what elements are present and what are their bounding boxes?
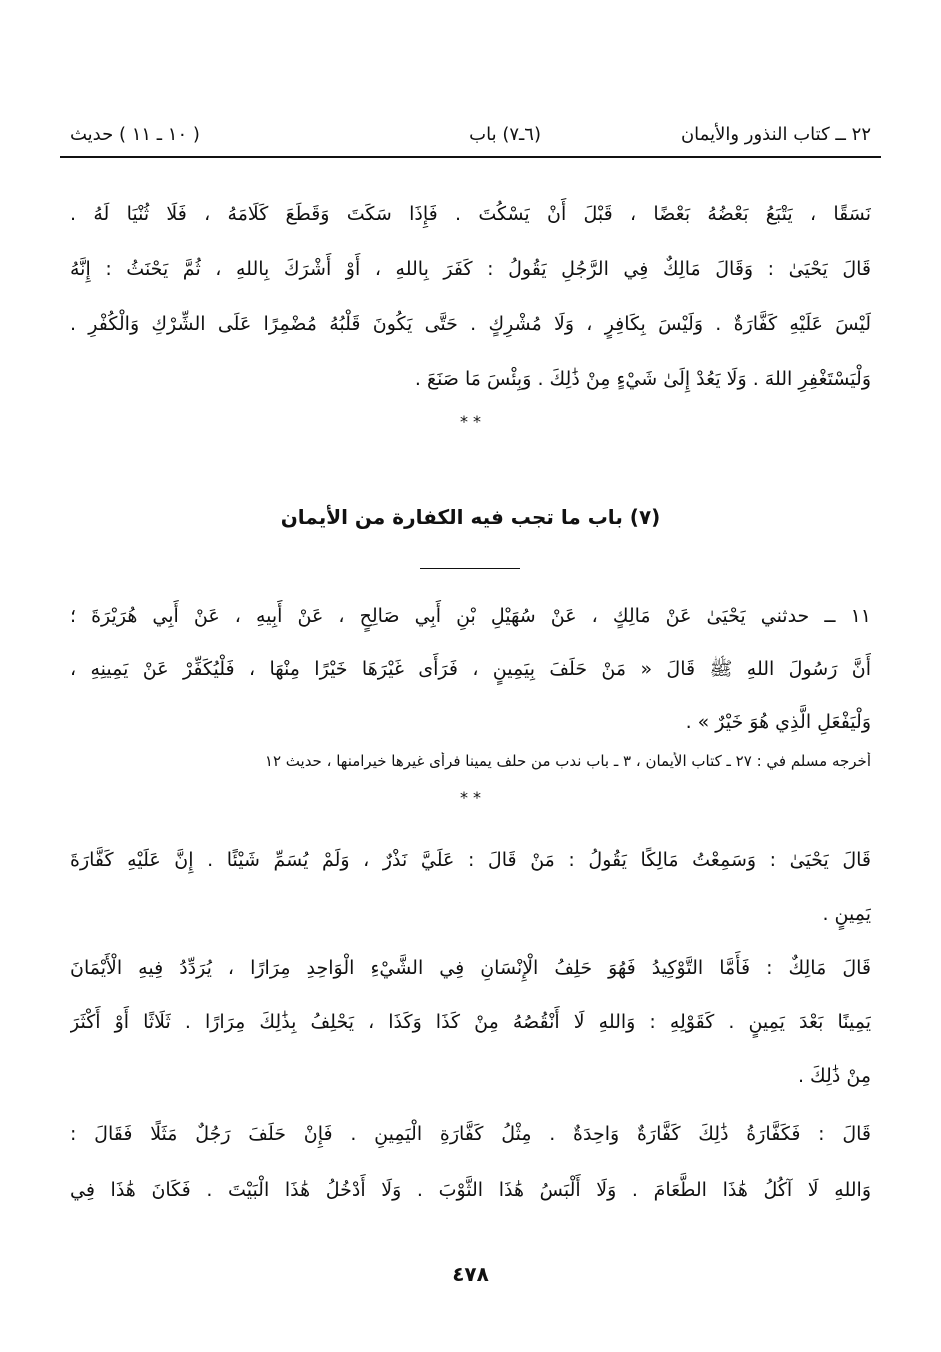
header-rule — [60, 156, 881, 158]
text-line: وَلْيَسْتَغْفِرِ اللهَ . وَلَا يَعُدْ إِلَىٰ شَيْءٍ مِنْ ذَٰلِكَ . وَبِئْسَ مَا صَنَعَ . — [414, 368, 871, 390]
text-line: وَاللهِ لَا آكُلُ هَٰذَا الطَّعَامَ . وَلَا أَلْبَسُ هَٰذَا الثَّوْبَ . وَلَا أَدْخُلُ هَٰذَا الْبَيْتَ . فَكَانَ هَٰذَا فِي — [70, 1179, 871, 1201]
text-line: قَالَ يَحْيَىٰ : وَسَمِعْتُ مَالِكًا يَقُولُ : مَنْ قَالَ : عَلَيَّ نَذْرٌ ، وَلَمْ يُسَمِّ شَيْئًا . إِنَّ عَلَيْهِ كَفَّارَةَ — [70, 849, 871, 871]
hadith-line: وَلْيَفْعَلِ الَّذِي هُوَ خَيْرٌ » . — [685, 711, 871, 733]
text-line: لَيْسَ عَلَيْهِ كَفَّارَةٌ . وَلَيْسَ بِكَافِرٍ ، وَلَا مُشْرِكٍ . حَتَّى يَكُونَ قَلْبُهُ مُضْمِرًا عَلَى الشِّرْكِ وَالْكُفْرِ . — [70, 313, 871, 335]
text-line: مِنْ ذَٰلِكَ . — [797, 1065, 871, 1087]
text-line: يَمِينًا بَعْدَ يَمِينٍ . كَقَوْلِهِ : وَاللهِ لَا أَنْقُصُهُ مِنْ كَذَا وَكَذَا ، يَحْلِفُ بِذَٰلِكَ مِرَارًا . ثَلَاثًا أَوْ أَكْثَرَ — [70, 1011, 871, 1033]
section-separator: * * — [459, 412, 482, 431]
section-separator: * * — [459, 788, 482, 807]
hadith-line: ١١ ــ حدثني يَحْيَىٰ عَنْ مَالِكٍ ، عَنْ سُهَيْلِ بْنِ أَبِي صَالِحٍ ، عَنْ أَبِيهِ ، عَنْ أَبِي هُرَيْرَةَ ؛ — [70, 605, 871, 627]
book-title: ٢٢ ــ كتاب النذور والأيمان — [680, 124, 871, 145]
text-line: يَمِينٍ . — [822, 903, 871, 925]
text-line: نَسَقًا ، يَتْبَعُ بَعْضُهُ بَعْضًا ، قَبْلَ أَنْ يَسْكُتَ . فَإِذَا سَكَتَ وَقَطَعَ كَلَامَهُ ، فَلَا ثُنْيَا لَهُ . — [70, 203, 871, 225]
text-line: قَالَ : فَكَفَّارَةُ ذَٰلِكَ كَفَّارَةٌ وَاحِدَةٌ . مِثْلُ كَفَّارَةِ الْيَمِينِ . فَإِنْ حَلَفَ رَجُلٌ مَثَلًا فَقَالَ : — [70, 1123, 871, 1145]
text-line: قَالَ يَحْيَىٰ : وَقَالَ مَالِكٌ فِي الرَّجُلِ يَقُولُ : كَفَرَ بِاللهِ ، أَوْ أَشْرَكَ بِاللهِ ، ثُمَّ يَحْنَثُ : إِنَّهُ — [70, 258, 871, 280]
heading-rule — [420, 568, 520, 569]
running-header — [70, 112, 871, 152]
hadith-line: أَنَّ رَسُولَ اللهِ ﷺ قَالَ « مَنْ حَلَفَ بِيَمِينٍ ، فَرَأَى غَيْرَهَا خَيْرًا مِنْهَا ، فَلْيُكَفِّرْ عَنْ يَمِينِهِ ، — [70, 658, 871, 680]
hadith-range: ( ١٠ ـ ١١ ) حديث — [70, 124, 200, 145]
bab-range: (٦ـ٧) باب — [469, 124, 541, 145]
page-number: ٤٧٨ — [452, 1262, 489, 1286]
takhrij-note: أخرجه مسلم في : ٢٧ ـ كتاب الأيمان ، ٣ ـ باب ندب من حلف يمينا فرأى غيرها خيرامنها ، حديث ١٢ — [264, 752, 871, 770]
text-line: قَالَ مَالِكٌ : فَأَمَّا التَّوْكِيدُ فَهُوَ حَلِفُ الْإِنْسَانِ فِي الشَّيْءِ الْوَاحِدِ مِرَارًا ، يُرَدِّدُ فِيهِ الْأَيْمَانَ — [70, 957, 871, 979]
chapter-heading: (٧) باب ما تجب فيه الكفارة من الأيمان — [280, 505, 661, 529]
